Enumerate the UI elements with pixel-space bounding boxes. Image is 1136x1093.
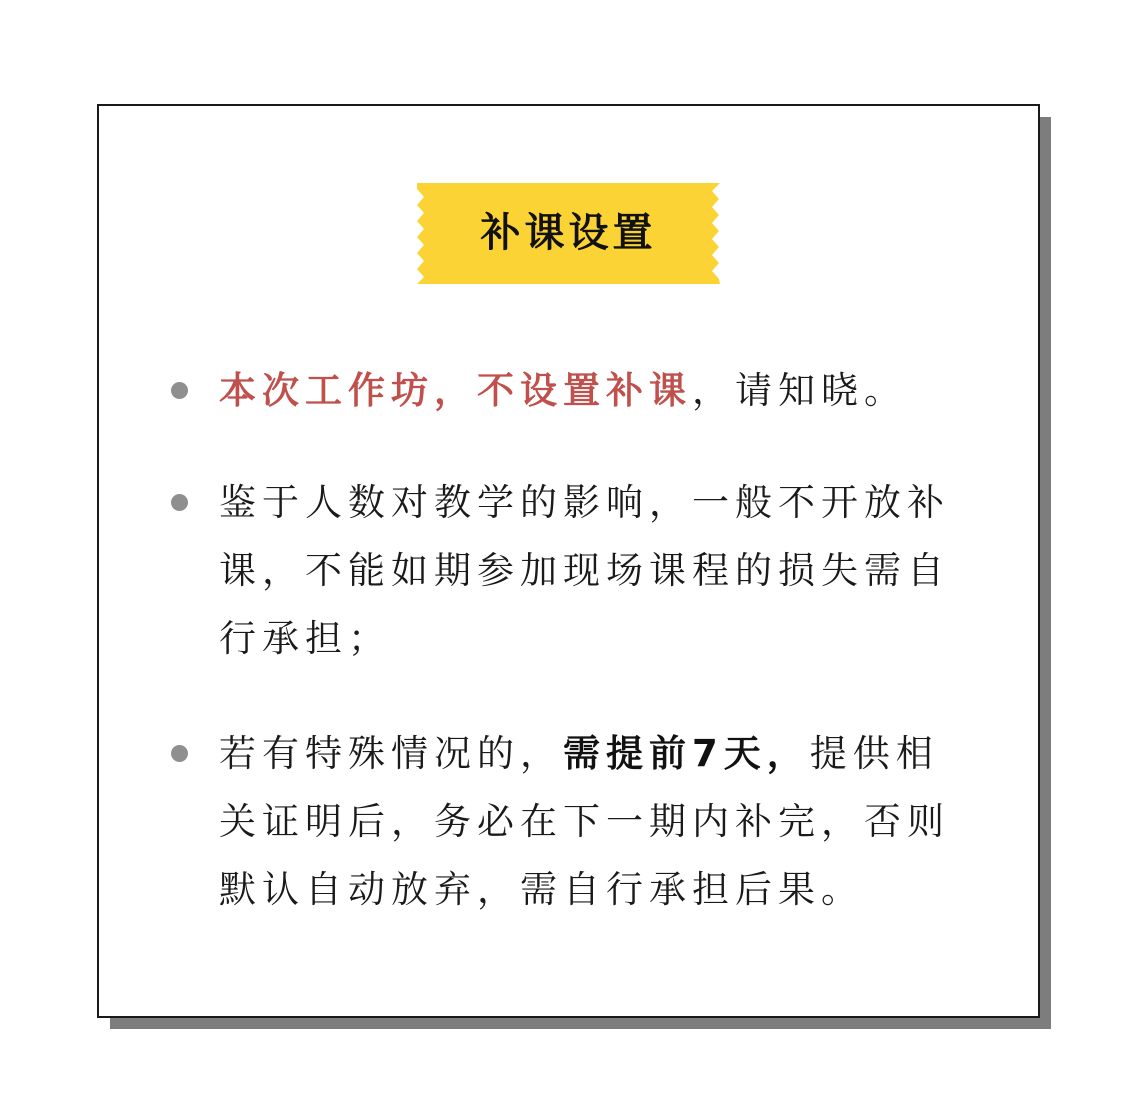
- bullet-icon: [171, 745, 188, 762]
- list-item: [219, 720, 974, 924]
- page-title: 补课设置: [480, 210, 657, 256]
- item-text: ，请知晓。: [692, 369, 907, 412]
- bullet-icon: [171, 494, 188, 511]
- item-text: 提供相关证明后，务必在下一期内补完，否则默认自动放弃，需自行承担后果。: [219, 732, 950, 911]
- list-item: [219, 357, 974, 425]
- item-text: 鉴于人数对教学的影响，一般不开放补课，不能如期参加现场课程的损失需自行承担；: [219, 481, 950, 660]
- title-tag: [413, 181, 724, 286]
- bullet-icon: [171, 382, 188, 399]
- item-text: 若有特殊情况的，: [219, 732, 563, 775]
- list-item: [219, 469, 974, 673]
- emphasis-text: 需提前7天，: [563, 732, 810, 775]
- highlight-text: 本次工作坊，不设置补课: [219, 369, 692, 412]
